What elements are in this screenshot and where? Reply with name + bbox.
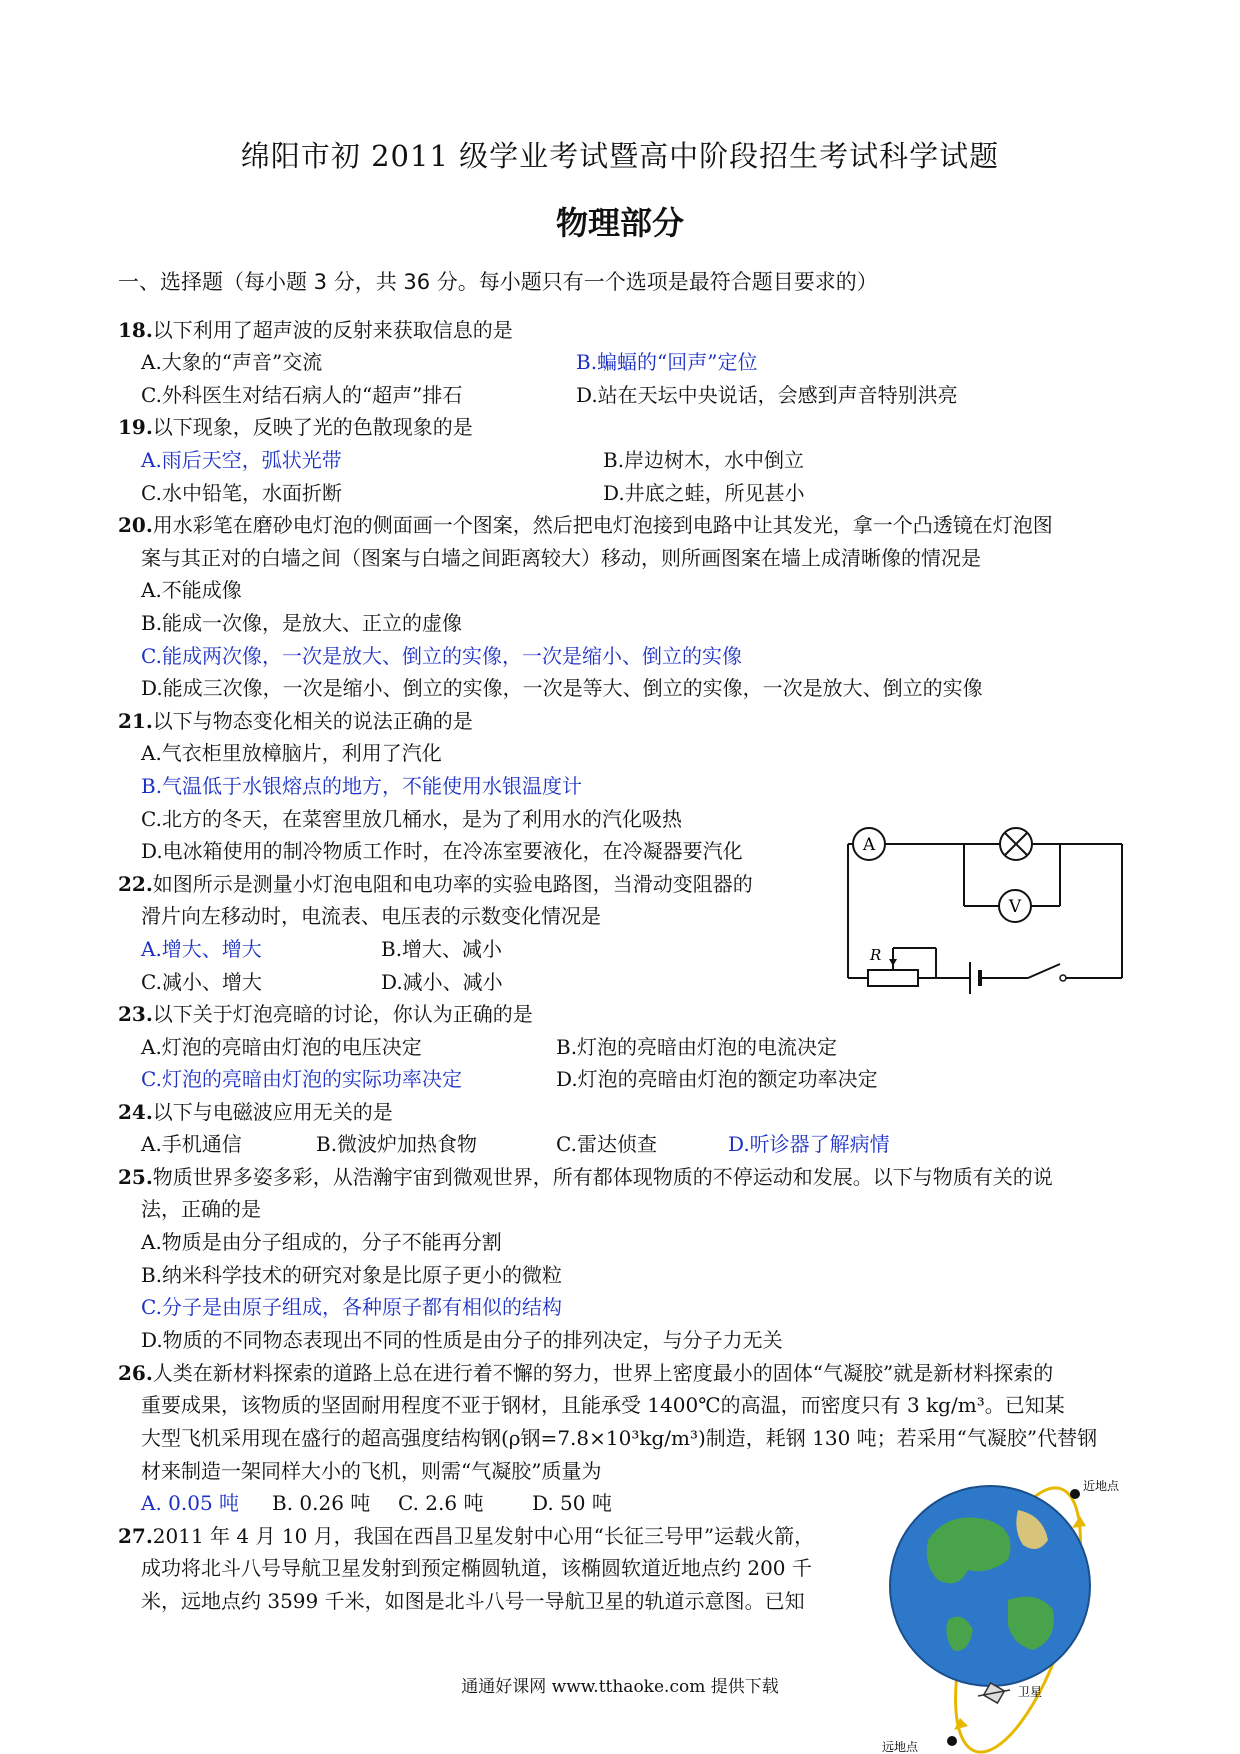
q25-option-b: B.纳米科学技术的研究对象是比原子更小的微粒 — [141, 1263, 563, 1287]
q23-option-b: B.灯泡的亮暗由灯泡的电流决定 — [556, 1035, 838, 1059]
question-text: 如图所示是测量小灯泡电阻和电功率的实验电路图，当滑动变阻器的 — [152, 872, 753, 896]
question-text-line: 重要成果，该物质的坚固耐用程度不亚于钢材，且能承受 1400℃的高温，而密度只有 3 kg/m³。已知某 — [141, 1393, 1065, 1417]
q20-option-c: C.能成两次像，一次是放大、倒立的实像，一次是缩小、倒立的实像 — [141, 644, 742, 668]
satellite-orbit-diagram — [868, 1480, 1128, 1754]
question-number: 20. — [118, 513, 153, 537]
switch-icon — [1060, 975, 1066, 981]
question-20 — [118, 509, 1053, 542]
q18-option-a: A.大象的“声音”交流 — [141, 350, 323, 374]
question-number: 19. — [118, 415, 153, 439]
q20-option-a: A.不能成像 — [141, 578, 242, 602]
question-number: 18. — [118, 318, 153, 342]
question-21 — [118, 705, 473, 738]
section-heading: 一、选择题（每小题 3 分，共 36 分。每小题只有一个选项是最符合题目要求的） — [118, 270, 878, 294]
q24-option-b: B.微波炉加热食物 — [316, 1132, 478, 1156]
question-text: 以下现象，反映了光的色散现象的是 — [152, 415, 473, 439]
question-text: 用水彩笔在磨砂电灯泡的侧面画一个图案，然后把电灯泡接到电路中让其发光，拿一个凸透镜在灯泡图 — [152, 513, 1053, 537]
question-text: 2011 年 4 月 10 月，我国在西昌卫星发射中心用“长征三号甲”运载火箭， — [152, 1524, 815, 1548]
question-19 — [118, 411, 473, 444]
question-24 — [118, 1096, 393, 1129]
q20-option-b: B.能成一次像，是放大、正立的虚像 — [141, 611, 463, 635]
question-text: 以下关于灯泡亮暗的讨论，你认为正确的是 — [152, 1002, 533, 1026]
q23-option-c: C.灯泡的亮暗由灯泡的实际功率决定 — [141, 1067, 462, 1091]
q24-option-d: D.听诊器了解病情 — [728, 1132, 890, 1156]
q26-option-d: D. 50 吨 — [532, 1491, 612, 1515]
question-number: 27. — [118, 1524, 153, 1548]
q18-option-b: B.蝙蝠的“回声”定位 — [576, 350, 758, 374]
lamp-icon — [1000, 828, 1032, 860]
q21-option-c: C.北方的冬天，在菜窖里放几桶水，是为了利用水的汽化吸热 — [141, 807, 682, 831]
q26-option-a: A. 0.05 吨 — [141, 1491, 240, 1515]
voltmeter-label: V — [1008, 897, 1022, 917]
question-text: 物质世界多姿多彩，从浩瀚宇宙到微观世界，所有都体现物质的不停运动和发展。以下与物质有关的说 — [152, 1165, 1053, 1189]
q19-option-d: D.井底之蛙，所见甚小 — [603, 481, 805, 505]
q23-option-d: D.灯泡的亮暗由灯泡的额定功率决定 — [556, 1067, 878, 1091]
q24-option-a: A.手机通信 — [141, 1132, 242, 1156]
question-18 — [118, 314, 513, 347]
question-text-line: 成功将北斗八号导航卫星发射到预定椭圆轨道，该椭圆软道近地点约 200 千 — [141, 1556, 812, 1580]
question-text: 人类在新材料探索的道路上总在进行着不懈的努力，世界上密度最小的固体“气凝胶”就是新材料探索的 — [152, 1361, 1054, 1385]
question-text-line: 案与其正对的白墙之间（图案与白墙之间距离较大）移动，则所画图案在墙上成清晰像的情况是 — [141, 546, 981, 570]
q26-option-c: C. 2.6 吨 — [398, 1491, 484, 1515]
q21-option-a: A.气衣柜里放樟脑片，利用了汽化 — [141, 741, 442, 765]
question-number: 22. — [118, 872, 153, 896]
apogee-label: 远地点 — [882, 1740, 919, 1754]
q19-option-b: B.岸边树木，水中倒立 — [603, 448, 805, 472]
q22-option-b: B.增大、减小 — [381, 937, 503, 961]
question-text-line: 大型飞机采用现在盛行的超高强度结构钢(ρ钢=7.8×10³kg/m³)制造，耗钢 130 吨；若采用“气凝胶”代替钢 — [141, 1426, 1098, 1450]
q22-option-d: D.减小、减小 — [381, 970, 503, 994]
q23-option-a: A.灯泡的亮暗由灯泡的电压决定 — [141, 1035, 422, 1059]
page-title: 绵阳市初 2011 级学业考试暨高中阶段招生考试科学试题 — [240, 139, 1000, 173]
q18-option-c: C.外科医生对结石病人的“超声”排石 — [141, 383, 463, 407]
q20-option-d: D.能成三次像，一次是缩小、倒立的实像，一次是等大、倒立的实像，一次是放大、倒立的实像 — [141, 676, 983, 700]
q21-option-d: D.电冰箱使用的制冷物质工作时，在冷冻室要液化，在冷凝器要汽化 — [141, 839, 743, 863]
question-22 — [118, 868, 753, 901]
question-text-line: 法，正确的是 — [141, 1197, 261, 1221]
question-27 — [118, 1520, 814, 1553]
q19-option-a: A.雨后天空，弧状光带 — [141, 448, 342, 472]
footer: 通通好课网 www.tthaoke.com 提供下载 — [461, 1677, 779, 1697]
q25-option-c: C.分子是由原子组成，各种原子都有相似的结构 — [141, 1295, 562, 1319]
earth-icon — [890, 1486, 1090, 1686]
q18-option-d: D.站在天坛中央说话，会感到声音特别洪亮 — [576, 383, 958, 407]
question-text: 以下与物态变化相关的说法正确的是 — [152, 709, 473, 733]
q24-option-c: C.雷达侦查 — [556, 1132, 657, 1156]
rheostat-label: R — [870, 946, 882, 964]
ammeter-label: A — [862, 835, 876, 855]
question-25 — [118, 1161, 1053, 1194]
q22-option-c: C.减小、增大 — [141, 970, 262, 994]
q25-option-d: D.物质的不同物态表现出不同的性质是由分子的排列决定，与分子力无关 — [141, 1328, 783, 1352]
question-text-line: 材来制造一架同样大小的飞机，则需“气凝胶”质量为 — [141, 1459, 602, 1483]
question-text: 以下与电磁波应用无关的是 — [152, 1100, 393, 1124]
q22-option-a: A.增大、增大 — [141, 937, 262, 961]
page-subtitle: 物理部分 — [555, 204, 684, 242]
satellite-label: 卫星 — [1018, 1685, 1043, 1699]
question-text-line: 米，远地点约 3599 千米，如图是北斗八号一导航卫星的轨道示意图。已知 — [141, 1589, 805, 1613]
perigee-label: 近地点 — [1083, 1480, 1120, 1493]
q19-option-c: C.水中铅笔，水面折断 — [141, 481, 342, 505]
question-number: 25. — [118, 1165, 153, 1189]
question-text-line: 滑片向左移动时，电流表、电压表的示数变化情况是 — [141, 904, 601, 928]
circuit-diagram — [840, 826, 1130, 998]
question-text: 以下利用了超声波的反射来获取信息的是 — [152, 318, 513, 342]
question-number: 21. — [118, 709, 153, 733]
q25-option-a: A.物质是由分子组成的，分子不能再分割 — [141, 1230, 502, 1254]
question-26 — [118, 1357, 1053, 1390]
question-number: 23. — [118, 1002, 153, 1026]
question-number: 24. — [118, 1100, 153, 1124]
q26-option-b: B. 0.26 吨 — [272, 1491, 371, 1515]
question-23 — [118, 998, 533, 1031]
question-number: 26. — [118, 1361, 153, 1385]
q21-option-b: B.气温低于水银熔点的地方，不能使用水银温度计 — [141, 774, 583, 798]
